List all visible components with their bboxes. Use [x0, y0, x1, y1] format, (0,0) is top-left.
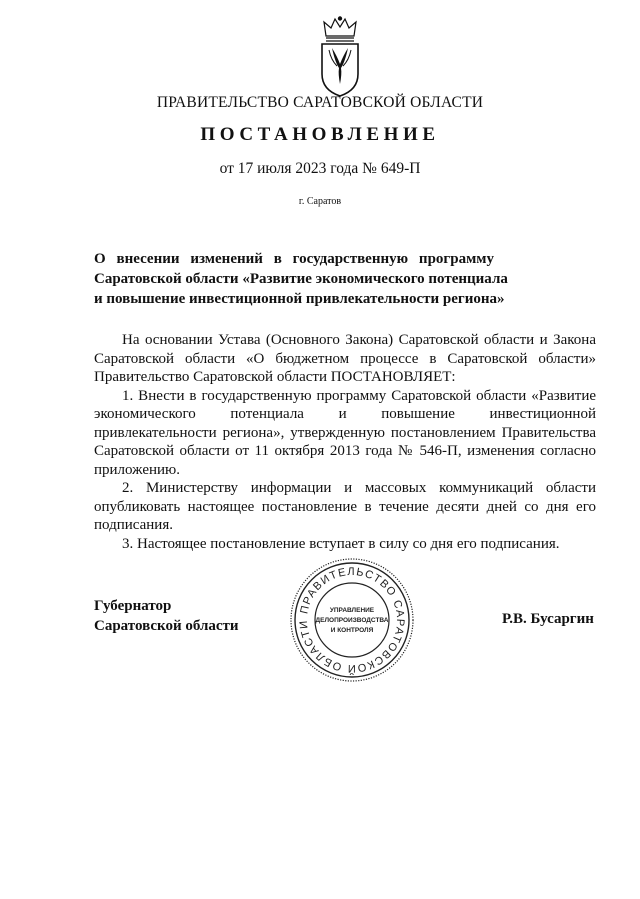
stamp-center-line-1: УПРАВЛЕНИЕ [329, 607, 375, 614]
signatory-title-line-2: Саратовской области [94, 618, 239, 634]
official-stamp [289, 557, 415, 683]
preamble-paragraph: На основании Устава (Основного Закона) Саратовской области и Закона Саратовской области «О бюджетном процессе в Саратовской области» Правительство Саратовской области ПОСТАНОВЛЯЕТ: [94, 332, 596, 385]
document-body [94, 331, 596, 553]
subject-line-1: О внесении изменений в государственную программу [94, 251, 494, 267]
date-number: от 17 июля 2023 года № 649-П [219, 160, 421, 177]
signatory-title [94, 596, 239, 636]
stamp-ring-text: ПРАВИТЕЛЬСТВО САРАТОВСКОЙ ОБЛАСТИ [297, 565, 407, 675]
item-2-paragraph: 2. Министерству информации и массовых коммуникаций области опубликовать настоящее постановление в течение десяти дней со дня его подписания. [94, 480, 596, 533]
city-label: г. Саратов [298, 196, 342, 207]
subject-line-3: и повышение инвестиционной привлекательности региона» [94, 291, 505, 307]
coat-of-arms-icon [318, 16, 362, 98]
document-type: ПОСТАНОВЛЕНИЕ [200, 124, 440, 145]
signatory-title-line-1: Губернатор [94, 598, 172, 614]
stamp-center-line-2: ДЕЛОПРОИЗВОДСТВА [315, 617, 389, 624]
item-3-paragraph: 3. Настоящее постановление вступает в силу со дня его подписания. [122, 535, 560, 552]
stamp-center-line-3: И КОНТРОЛЯ [330, 627, 374, 634]
item-1-paragraph: 1. Внести в государственную программу Саратовской области «Развитие экономического потенциала и повышение инвестиционной привлекательности региона», утвержденную постановлением Правительства Саратовской области от 11 октября 2013 года № 546-П, изменения согласно приложению. [94, 387, 596, 478]
signatory-name: Р.В. Бусаргин [502, 611, 594, 627]
document-subject [94, 249, 508, 309]
subject-line-2: Саратовской области «Развитие экономического потенциала [94, 271, 508, 287]
government-name: ПРАВИТЕЛЬСТВО САРАТОВСКОЙ ОБЛАСТИ [156, 94, 484, 111]
